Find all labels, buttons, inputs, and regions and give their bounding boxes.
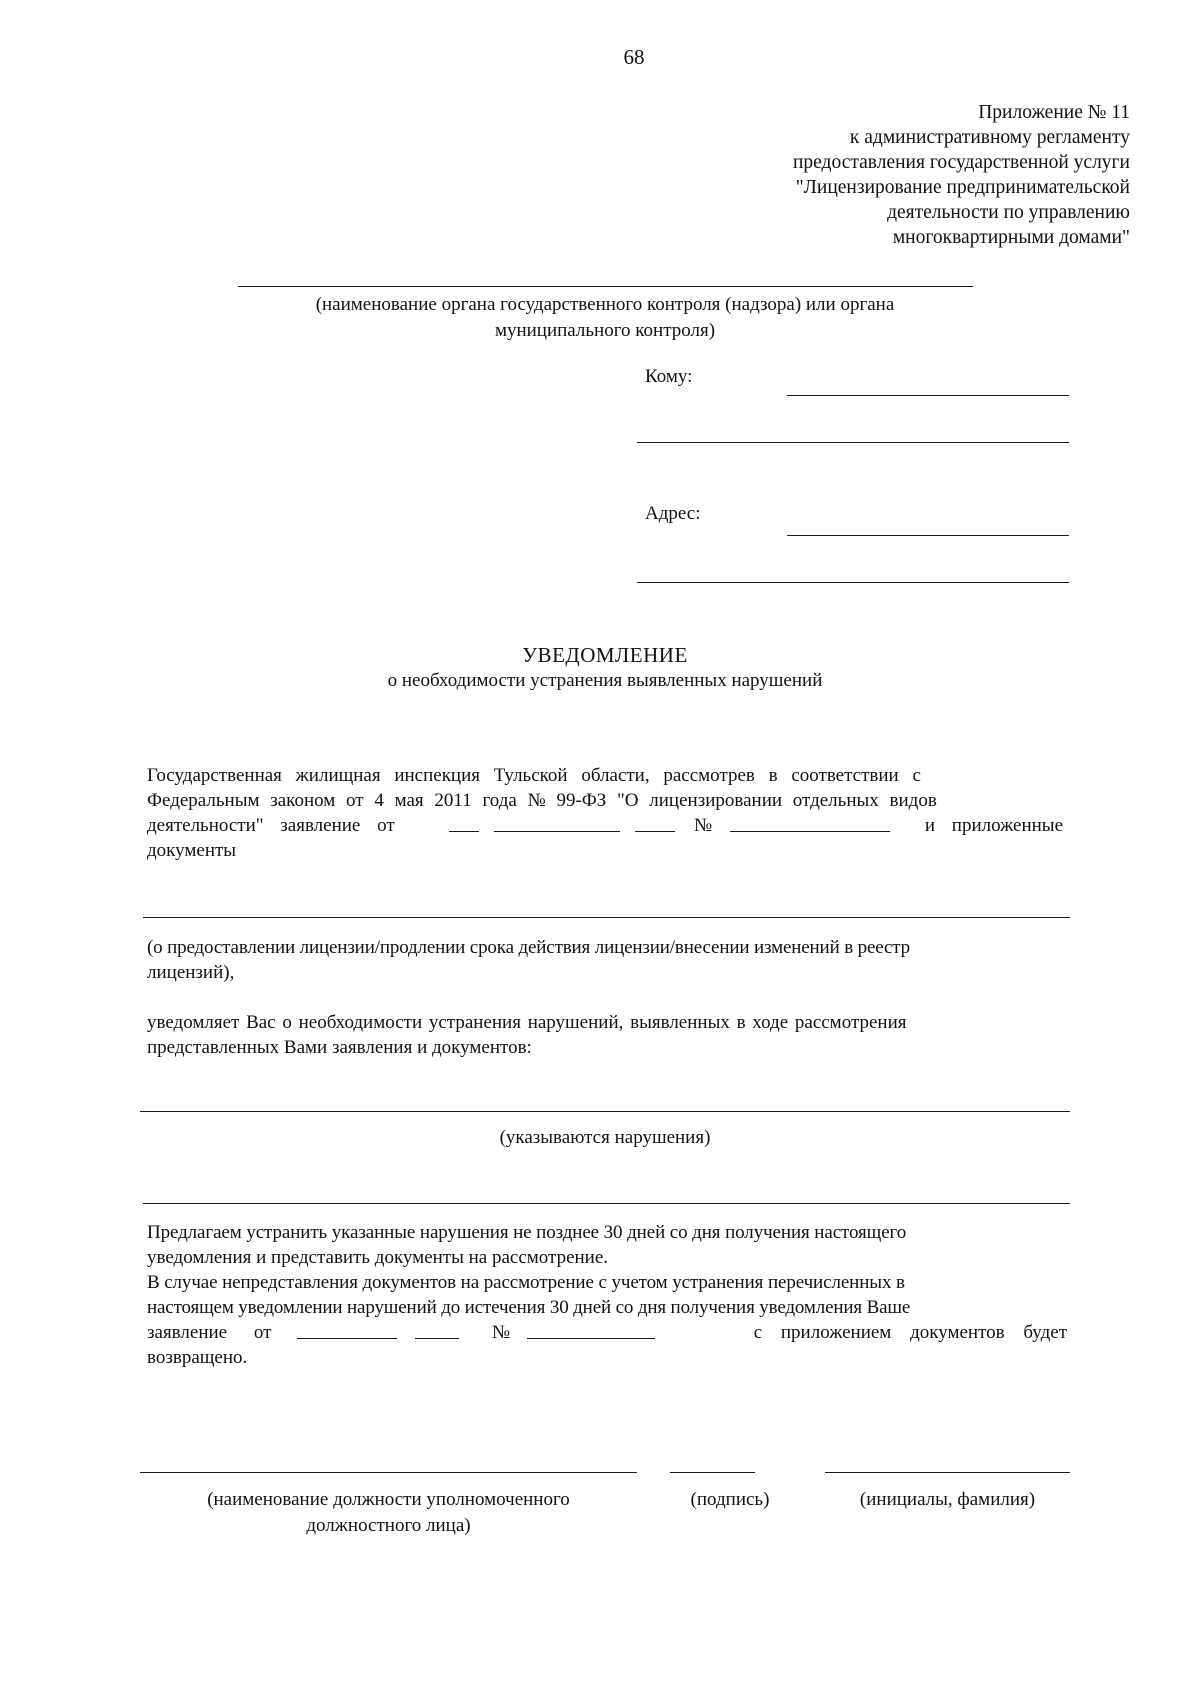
intro-line: Государственная жилищная инспекция Тульской области, рассмотрев в соответствии с — [147, 765, 921, 786]
application-month-blank[interactable] — [494, 813, 620, 832]
authority-caption-line: (наименование органа государственного контроля (надзора) или органа — [315, 294, 895, 315]
application-day-blank[interactable] — [449, 813, 479, 832]
violations-caption: (указываются нарушения) — [499, 1127, 711, 1148]
notice-paragraph: уведомляет Вас о необходимости устранения нарушений, выявленных в ходе рассмотрения представленных Вами заявления и документов: — [147, 1012, 907, 1058]
appendix-line: предоставления государственной услуги — [792, 152, 1130, 173]
official-position-line[interactable] — [140, 1472, 637, 1473]
authority-caption-line: муниципального контроля) — [494, 320, 716, 341]
application-date-row: деятельности" заявление от № и приложенные — [147, 815, 1063, 836]
page-number: 68 — [623, 45, 645, 69]
signature-caption: (подпись) — [690, 1489, 770, 1510]
license-caption: (о предоставлении лицензии/продлении срока действия лицензии/внесении изменений в реестр лицензий), — [147, 937, 911, 983]
violations-line-2[interactable] — [143, 1203, 1070, 1204]
violations-line[interactable] — [140, 1111, 1070, 1112]
signature-line[interactable] — [670, 1472, 755, 1473]
application-year-blank[interactable] — [635, 813, 675, 832]
return-date-blank[interactable] — [297, 1320, 397, 1339]
appendix-line: к административному регламенту — [849, 127, 1130, 148]
official-position-caption: (наименование должности уполномоченного должностного лица) — [207, 1489, 570, 1536]
appendix-line: многоквартирными домами" — [892, 227, 1130, 248]
document-subtitle: о необходимости устранения выявленных нарушений — [387, 670, 823, 691]
document-title: УВЕДОМЛЕНИЕ — [522, 643, 688, 667]
to-field-line-2[interactable] — [637, 442, 1069, 443]
application-number-blank[interactable] — [730, 813, 890, 832]
initials-surname-line[interactable] — [825, 1472, 1070, 1473]
intro-paragraph — [147, 763, 1063, 863]
license-action-line[interactable] — [143, 917, 1070, 918]
deadline-paragraph: Предлагаем устранить указанные нарушения не позднее 30 дней со дня получения настоящего уведомления и представить документы на рассмотрение. В случае непредставления документов на рассмотрение с учетом устранения перечисленных в настоящем уведомлении нарушений до истечения 30 дней со дня получения уведомления Ваше заявление от № с приложением документов будет возвращено. — [147, 1222, 1067, 1368]
authority-name-line[interactable] — [238, 286, 973, 287]
appendix-line: "Лицензирование предпринимательской — [795, 177, 1130, 198]
initials-surname-caption: (инициалы, фамилия) — [859, 1489, 1036, 1510]
return-number-blank[interactable] — [527, 1320, 655, 1339]
intro-line: Федеральным законом от 4 мая 2011 года № 99-ФЗ "О лицензировании отдельных видов — [147, 790, 937, 811]
to-label: Кому: — [645, 366, 693, 387]
return-year-blank[interactable] — [415, 1320, 459, 1339]
authority-caption — [200, 292, 1010, 344]
intro-line: документы — [147, 840, 237, 861]
to-field-line-1[interactable] — [787, 395, 1069, 396]
address-field-line-1[interactable] — [787, 535, 1069, 536]
application-return-row: заявление от № с приложением документов будет — [147, 1322, 1067, 1343]
appendix-line: Приложение № 11 — [978, 102, 1130, 123]
appendix-line: деятельности по управлению — [887, 202, 1130, 223]
address-label: Адрес: — [645, 503, 701, 524]
appendix-reference — [610, 100, 1130, 250]
address-field-line-2[interactable] — [637, 582, 1069, 583]
